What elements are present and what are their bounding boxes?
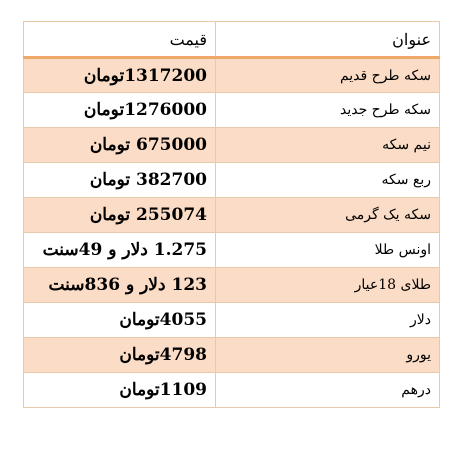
table-row — [24, 338, 440, 373]
item-title: درهم — [216, 373, 440, 408]
header-title: عنوان — [216, 22, 440, 58]
item-title: سکه طرح جدید — [216, 93, 440, 128]
price-table — [23, 21, 440, 408]
table-header — [24, 22, 440, 58]
table-body — [24, 58, 440, 408]
item-price: 675000 تومان — [24, 128, 216, 163]
table-row — [24, 128, 440, 163]
item-title: سکه یک گرمی — [216, 198, 440, 233]
item-title: نیم سکه — [216, 128, 440, 163]
header-price: قیمت — [24, 22, 216, 58]
header-row — [24, 22, 440, 58]
item-price: 4055تومان — [24, 303, 216, 338]
item-title: سکه طرح قدیم — [216, 58, 440, 93]
table-row — [24, 58, 440, 93]
item-title: یورو — [216, 338, 440, 373]
item-price: 1.275 دلار و 49سنت — [24, 233, 216, 268]
item-title: اونس طلا — [216, 233, 440, 268]
price-table-container — [23, 21, 439, 408]
table-row — [24, 198, 440, 233]
item-price: 4798تومان — [24, 338, 216, 373]
item-title: دلار — [216, 303, 440, 338]
item-price: 1109تومان — [24, 373, 216, 408]
table-row — [24, 268, 440, 303]
table-row — [24, 233, 440, 268]
item-price: 1276000تومان — [24, 93, 216, 128]
table-row — [24, 163, 440, 198]
item-price: 255074 تومان — [24, 198, 216, 233]
item-price: 1317200تومان — [24, 58, 216, 93]
item-title: ربع سکه — [216, 163, 440, 198]
item-price: 123 دلار و 836سنت — [24, 268, 216, 303]
item-title: طلای 18عیار — [216, 268, 440, 303]
table-row — [24, 303, 440, 338]
table-row — [24, 373, 440, 408]
table-row — [24, 93, 440, 128]
item-price: 382700 تومان — [24, 163, 216, 198]
